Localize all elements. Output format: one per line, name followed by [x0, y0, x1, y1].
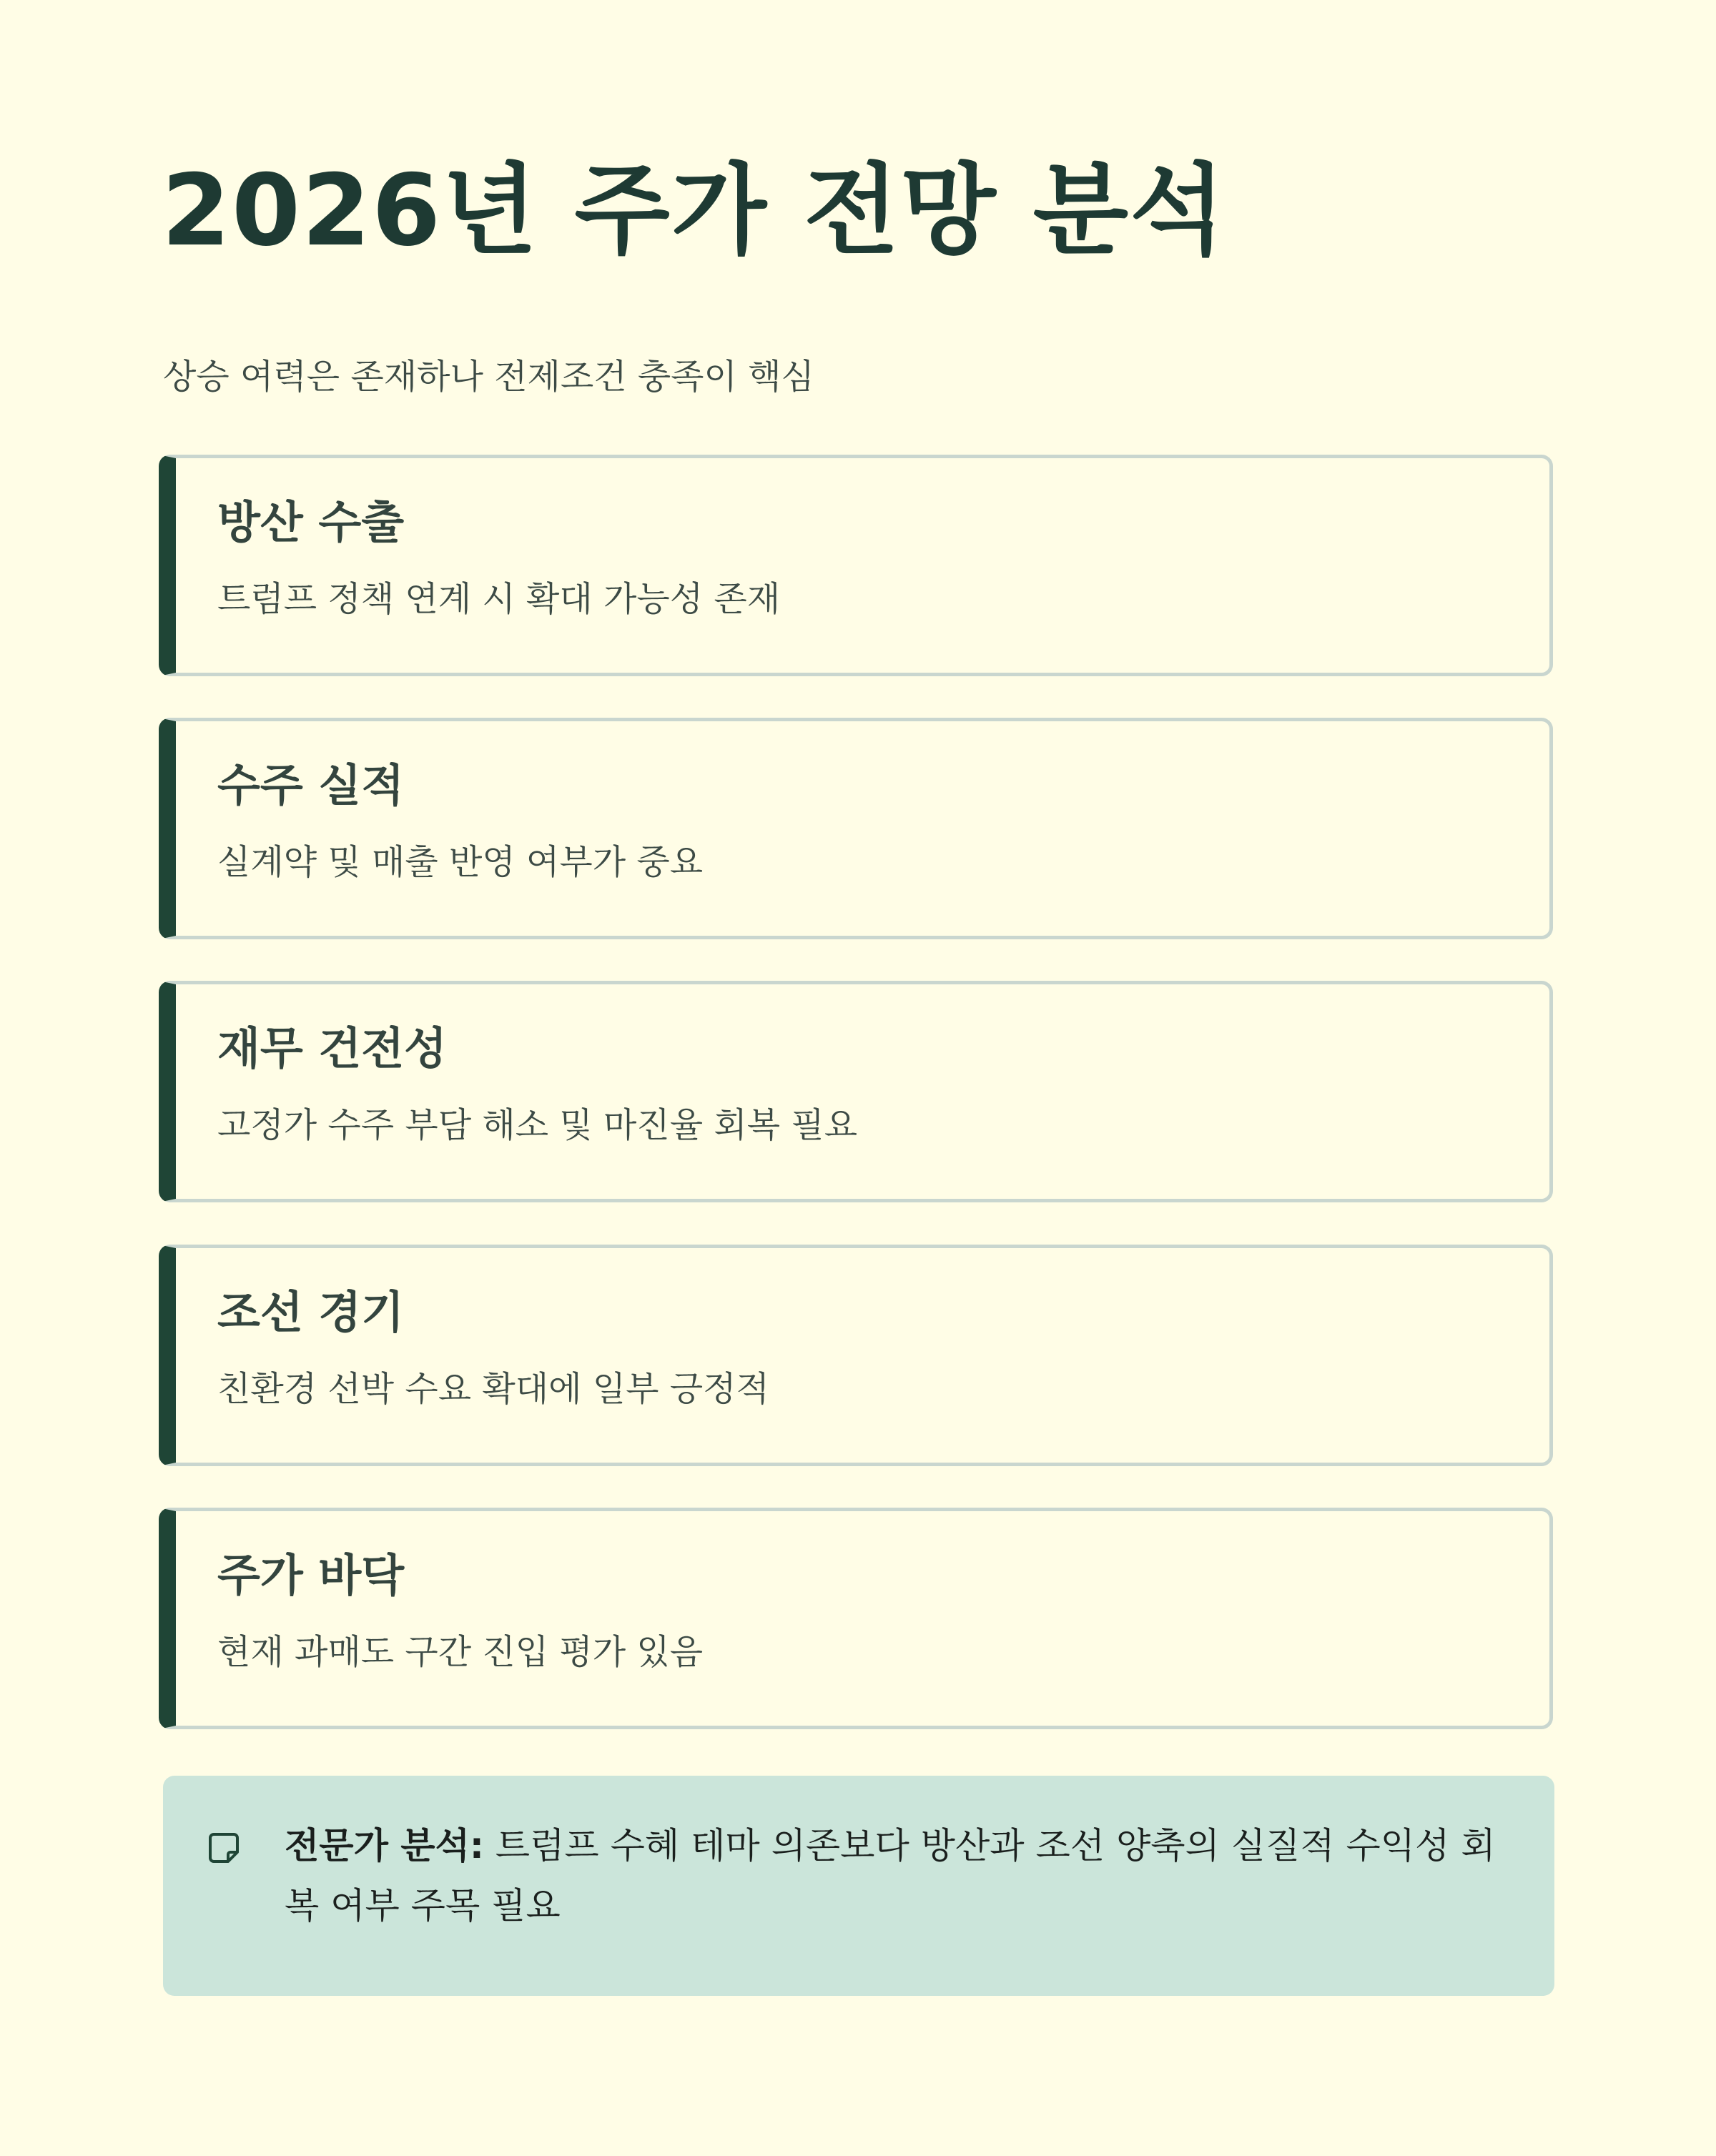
card-title: 조선 경기 — [217, 1286, 405, 1338]
note-text — [285, 1816, 1522, 1936]
page-subtitle: 상승 여력은 존재하나 전제조건 충족이 핵심 — [163, 357, 814, 397]
card-description: 트럼프 정책 연계 시 확대 가능성 존재 — [217, 579, 781, 619]
card-title: 주가 바닥 — [217, 1549, 405, 1601]
card-description: 고정가 수주 부담 해소 및 마진율 회복 필요 — [217, 1105, 858, 1145]
card-description: 실계약 및 매출 반영 여부가 중요 — [217, 842, 704, 882]
card-defense-export — [159, 455, 1553, 676]
card-description: 친환경 선박 수요 확대에 일부 긍정적 — [217, 1369, 769, 1409]
card-financial-health — [159, 981, 1553, 1202]
card-title: 재무 건전성 — [217, 1022, 448, 1074]
card-shipbuilding — [159, 1245, 1553, 1466]
note-label: 전문가 분석: — [285, 1825, 484, 1866]
expert-note — [163, 1776, 1554, 1996]
card-title: 방산 수출 — [217, 496, 405, 548]
card-title: 수주 실적 — [217, 759, 405, 811]
card-order-performance — [159, 718, 1553, 939]
card-description: 현재 과매도 구간 진입 평가 있음 — [217, 1632, 704, 1672]
card-stock-bottom — [159, 1508, 1553, 1729]
note-body: 트럼프 수혜 테마 의존보다 방산과 조선 양축의 실질적 수익성 회복 여부 주목 필요 — [285, 1825, 1496, 1927]
page-title: 2026년 주가 전망 분석 — [162, 153, 1227, 268]
sticky-note-icon — [207, 1831, 240, 1864]
